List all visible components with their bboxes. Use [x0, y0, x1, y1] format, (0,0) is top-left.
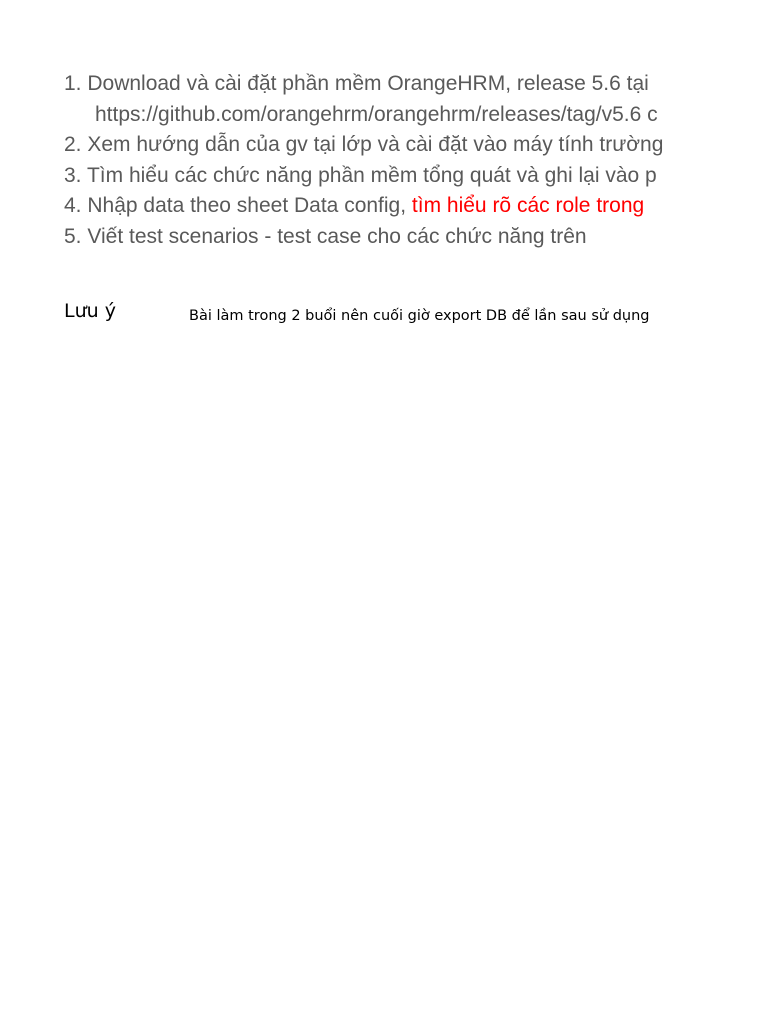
step-4: [64, 191, 663, 222]
step-3-text: 3. Tìm hiểu các chức năng phần mềm tổng quát và ghi lại vào p: [64, 163, 657, 187]
step-1-text: 1. Download và cài đặt phần mềm OrangeHRM, release 5.6 tại: [64, 72, 649, 95]
instructions-area: [0, 0, 692, 260]
step-4-highlight: tìm hiểu rõ các role trong: [411, 194, 645, 217]
step-1: [64, 69, 663, 100]
step-4-text: 4. Nhập data theo sheet Data config,: [64, 194, 412, 217]
step-2: [64, 130, 663, 161]
step-2-text: 2. Xem hướng dẫn của gv tại lớp và cài đặt vào máy tính trường: [64, 133, 664, 156]
note-label: Lưu ý: [64, 300, 116, 322]
step-3: [64, 161, 663, 192]
step-list: [64, 69, 663, 252]
release-url: https://github.com/orangehrm/orangehrm/releases/tag/v5.6 c: [95, 102, 658, 126]
step-5: [64, 222, 663, 253]
note-text: Bài làm trong 2 buổi nên cuối giờ export DB để lần sau sử dụng: [189, 308, 650, 324]
step-5-text: 5. Viết test scenarios - test case cho các chức năng trên: [64, 224, 587, 248]
step-1-link-line: [64, 100, 663, 131]
